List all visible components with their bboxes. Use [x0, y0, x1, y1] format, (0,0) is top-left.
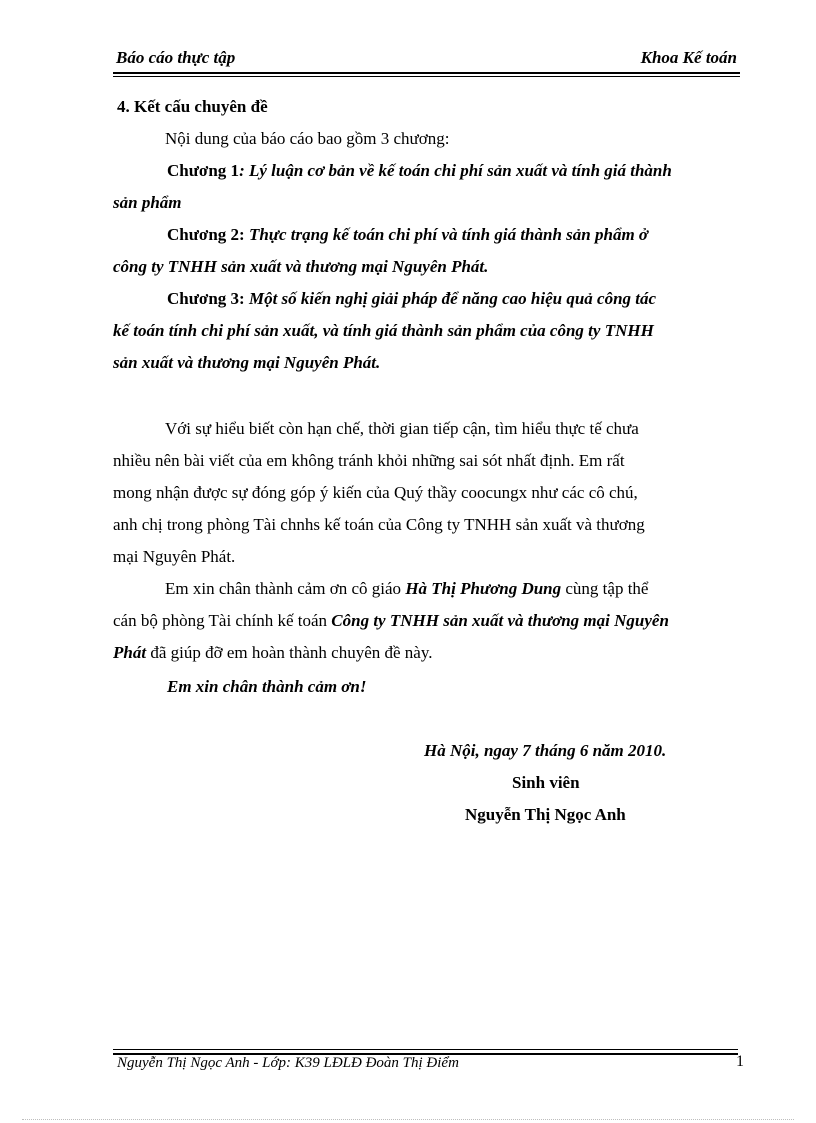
chapter-3-label: Chương 3: [167, 289, 245, 308]
para2-line-1 [165, 573, 648, 605]
intro-line: Nội dung của báo cáo bao gồm 3 chương: [165, 129, 450, 148]
para1-line-2: nhiều nên bài viết của em không tránh khỏi những sai sót nhất định. Em rất [113, 451, 625, 470]
chapter-2-label: Chương 2: [167, 225, 245, 244]
para1-line-3: mong nhận được sự đóng góp ý kiến của Quý thầy coocungx như các cô chú, [113, 483, 638, 502]
para2-line-2 [113, 605, 669, 637]
section-title: 4. Kết cấu chuyên đề [117, 97, 268, 116]
chapter-1-label: Chương 1 [167, 161, 240, 180]
chapter-1-sep: : [239, 161, 245, 180]
para1-line-1: Với sự hiểu biết còn hạn chế, thời gian tiếp cận, tìm hiểu thực tế chưa [165, 419, 639, 438]
page-header [113, 48, 740, 72]
footer-rule-thin [113, 1049, 738, 1050]
para2-l1-a: Em xin chân thành cảm ơn cô giáo [165, 579, 406, 598]
chapter-3-line-3: sản xuất và thương mại Nguyên Phát. [113, 353, 381, 372]
para2-l2-a: cán bộ phòng Tài chính kế toán [113, 611, 332, 630]
chapter-1-line-2: sản phẩm [113, 193, 182, 212]
para2-l1-c: cùng tập thể [561, 579, 649, 598]
header-left: Báo cáo thực tập [116, 48, 236, 67]
header-right: Khoa Kế toán [640, 48, 737, 67]
signature-role: Sinh viên [512, 773, 580, 792]
company-name: Công ty TNHH sản xuất và thương mại Nguyên [331, 611, 669, 630]
header-rule-thick [113, 72, 740, 74]
header-rule-thin [113, 76, 740, 77]
footer-text: Nguyễn Thị Ngọc Anh - Lớp: K39 LĐLĐ Đoàn Thị Điểm [117, 1055, 459, 1071]
para1-line-4: anh chị trong phòng Tài chnhs kế toán của Công ty TNHH sản xuất và thương [113, 515, 645, 534]
para2-l3-b: đã giúp đỡ em hoàn thành chuyên đề này. [146, 643, 433, 662]
page-bottom-dotted-line [22, 1119, 794, 1120]
chapter-2-line-2: công ty TNHH sản xuất và thương mại Nguyên Phát. [113, 257, 489, 276]
signature-name: Nguyễn Thị Ngọc Anh [465, 805, 626, 824]
chapter-1-title: Lý luận cơ bản về kế toán chi phí sản xuất và tính giá thành [244, 161, 672, 180]
signature-date: Hà Nội, ngay 7 tháng 6 năm 2010. [424, 741, 667, 760]
para1-line-5: mại Nguyên Phát. [113, 547, 236, 566]
teacher-name: Hà Thị Phương Dung [405, 579, 562, 598]
chapter-1-line-1 [167, 155, 740, 187]
chapter-3-title: Một số kiến nghị giải pháp để năng cao hiệu quả công tác [244, 289, 657, 308]
thanks-line: Em xin chân thành cảm ơn! [167, 677, 367, 696]
company-name-end: Phát [113, 643, 147, 662]
chapter-2-line-1 [167, 219, 648, 251]
page-number: 1 [736, 1053, 744, 1070]
chapter-3-line-2: kế toán tính chi phí sản xuất, và tính giá thành sản phẩm của công ty TNHH [113, 321, 654, 340]
para2-line-3 [113, 637, 432, 669]
chapter-3-line-1 [167, 283, 656, 315]
chapter-2-title: Thực trạng kế toán chi phí và tính giá thành sản phẩm ở [244, 225, 649, 244]
